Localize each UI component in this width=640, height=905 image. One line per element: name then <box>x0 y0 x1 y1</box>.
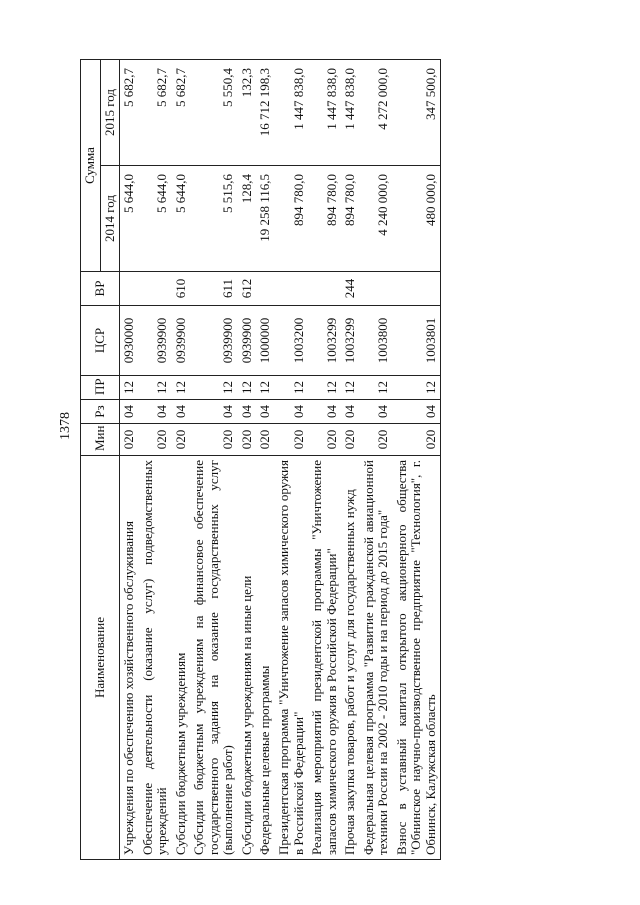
row-name: Обеспечение деятельности (оказание услуг) подведомственных учреждений <box>139 456 172 860</box>
row-pr: 12 <box>139 376 172 400</box>
row-min: 020 <box>190 424 238 456</box>
row-rz: 04 <box>360 400 393 424</box>
row-vr: 612 <box>238 272 257 306</box>
row-2015: 1 447 838,0 <box>275 60 308 166</box>
row-2014: 5 515,6 <box>190 166 238 272</box>
row-pr: 12 <box>172 376 191 400</box>
row-name: Президентская программа "Уничтожение запасов химического оружия в Российской Федерации" <box>275 456 308 860</box>
row-vr <box>393 272 441 306</box>
table-row <box>139 60 172 860</box>
row-vr: 611 <box>190 272 238 306</box>
row-name: Федеральные целевые программы <box>256 456 275 860</box>
row-min: 020 <box>139 424 172 456</box>
row-csr: 0939900 <box>190 306 238 376</box>
row-csr: 1003200 <box>275 306 308 376</box>
row-rz: 04 <box>139 400 172 424</box>
row-pr: 12 <box>120 376 139 400</box>
row-2014: 128,4 <box>238 166 257 272</box>
row-pr: 12 <box>308 376 341 400</box>
budget-table-rotated <box>80 60 620 860</box>
row-pr: 12 <box>393 376 441 400</box>
row-vr: 244 <box>341 272 360 306</box>
header-vr: ВР <box>81 272 120 306</box>
row-pr: 12 <box>360 376 393 400</box>
row-vr <box>308 272 341 306</box>
row-2015: 1 447 838,0 <box>341 60 360 166</box>
row-2015: 347 500,0 <box>393 60 441 166</box>
row-pr: 12 <box>275 376 308 400</box>
row-2014: 894 780,0 <box>308 166 341 272</box>
row-min: 020 <box>172 424 191 456</box>
row-vr <box>360 272 393 306</box>
table-row <box>238 60 257 860</box>
row-min: 020 <box>120 424 139 456</box>
table-row <box>360 60 393 860</box>
row-name: Взнос в уставный капитал открытого акционерного общества "Обнинское научно-производственное предприятие "Технология", г. Обнинск, Калужская область <box>393 456 441 860</box>
page-number: 1378 <box>58 412 73 440</box>
row-csr: 1003800 <box>360 306 393 376</box>
row-csr: 1003299 <box>308 306 341 376</box>
row-rz: 04 <box>238 400 257 424</box>
header-pr: ПР <box>81 376 120 400</box>
row-rz: 04 <box>172 400 191 424</box>
row-min: 020 <box>308 424 341 456</box>
row-csr: 1000000 <box>256 306 275 376</box>
header-name: Наименование <box>81 456 120 860</box>
row-csr: 0939900 <box>139 306 172 376</box>
row-name: Прочая закупка товаров, работ и услуг для государственных нужд <box>341 456 360 860</box>
row-csr: 0930000 <box>120 306 139 376</box>
row-name: Реализация мероприятий президентской программы "Уничтожение запасов химического оружия в Российской Федерации" <box>308 456 341 860</box>
row-2014: 19 258 116,5 <box>256 166 275 272</box>
row-name: Субсидии бюджетным учреждениям <box>172 456 191 860</box>
row-name: Федеральная целевая программа "Развитие гражданской авиационной техники России на 2002 - 2010 годы и на период до 2015 года" <box>360 456 393 860</box>
row-2014: 894 780,0 <box>341 166 360 272</box>
header-2015: 2015 год <box>100 60 120 166</box>
table-row <box>308 60 341 860</box>
row-2015: 5 550,4 <box>190 60 238 166</box>
row-min: 020 <box>238 424 257 456</box>
row-2015: 5 682,7 <box>139 60 172 166</box>
header-csr: ЦСР <box>81 306 120 376</box>
row-rz: 04 <box>275 400 308 424</box>
row-2015: 1 447 838,0 <box>308 60 341 166</box>
row-2014: 480 000,0 <box>393 166 441 272</box>
row-vr <box>275 272 308 306</box>
table-body <box>120 60 441 860</box>
table-row <box>341 60 360 860</box>
row-csr: 1003299 <box>341 306 360 376</box>
row-2015: 5 682,7 <box>172 60 191 166</box>
header-sum: Сумма <box>81 60 101 272</box>
row-2015: 16 712 198,3 <box>256 60 275 166</box>
row-pr: 12 <box>341 376 360 400</box>
table-row <box>256 60 275 860</box>
row-vr <box>139 272 172 306</box>
row-2015: 4 272 000,0 <box>360 60 393 166</box>
table-row <box>393 60 441 860</box>
row-name: Субсидии бюджетным учреждениям на иные цели <box>238 456 257 860</box>
table-row <box>172 60 191 860</box>
header-min: Мин <box>81 424 120 456</box>
row-min: 020 <box>393 424 441 456</box>
table-row <box>275 60 308 860</box>
row-2014: 894 780,0 <box>275 166 308 272</box>
row-rz: 04 <box>190 400 238 424</box>
row-2015: 132,3 <box>238 60 257 166</box>
row-rz: 04 <box>120 400 139 424</box>
header-rz: Рз <box>81 400 120 424</box>
row-2015: 5 682,7 <box>120 60 139 166</box>
row-pr: 12 <box>238 376 257 400</box>
row-vr: 610 <box>172 272 191 306</box>
row-2014: 4 240 000,0 <box>360 166 393 272</box>
row-2014: 5 644,0 <box>172 166 191 272</box>
row-rz: 04 <box>256 400 275 424</box>
row-min: 020 <box>360 424 393 456</box>
row-min: 020 <box>256 424 275 456</box>
row-vr <box>120 272 139 306</box>
row-csr: 0939900 <box>172 306 191 376</box>
row-rz: 04 <box>393 400 441 424</box>
row-pr: 12 <box>256 376 275 400</box>
header-2014: 2014 год <box>100 166 120 272</box>
table-row <box>190 60 238 860</box>
row-pr: 12 <box>190 376 238 400</box>
row-vr <box>256 272 275 306</box>
row-csr: 0939900 <box>238 306 257 376</box>
table-row <box>120 60 139 860</box>
row-2014: 5 644,0 <box>139 166 172 272</box>
row-name: Субсидии бюджетным учреждениям на финансовое обеспечение государственного задания на оказание государственных услуг (выполнение работ) <box>190 456 238 860</box>
row-name: Учреждения по обеспечению хозяйственного обслуживания <box>120 456 139 860</box>
row-rz: 04 <box>341 400 360 424</box>
row-min: 020 <box>275 424 308 456</box>
row-min: 020 <box>341 424 360 456</box>
row-2014: 5 644,0 <box>120 166 139 272</box>
row-csr: 1003801 <box>393 306 441 376</box>
budget-table <box>80 59 441 860</box>
row-rz: 04 <box>308 400 341 424</box>
